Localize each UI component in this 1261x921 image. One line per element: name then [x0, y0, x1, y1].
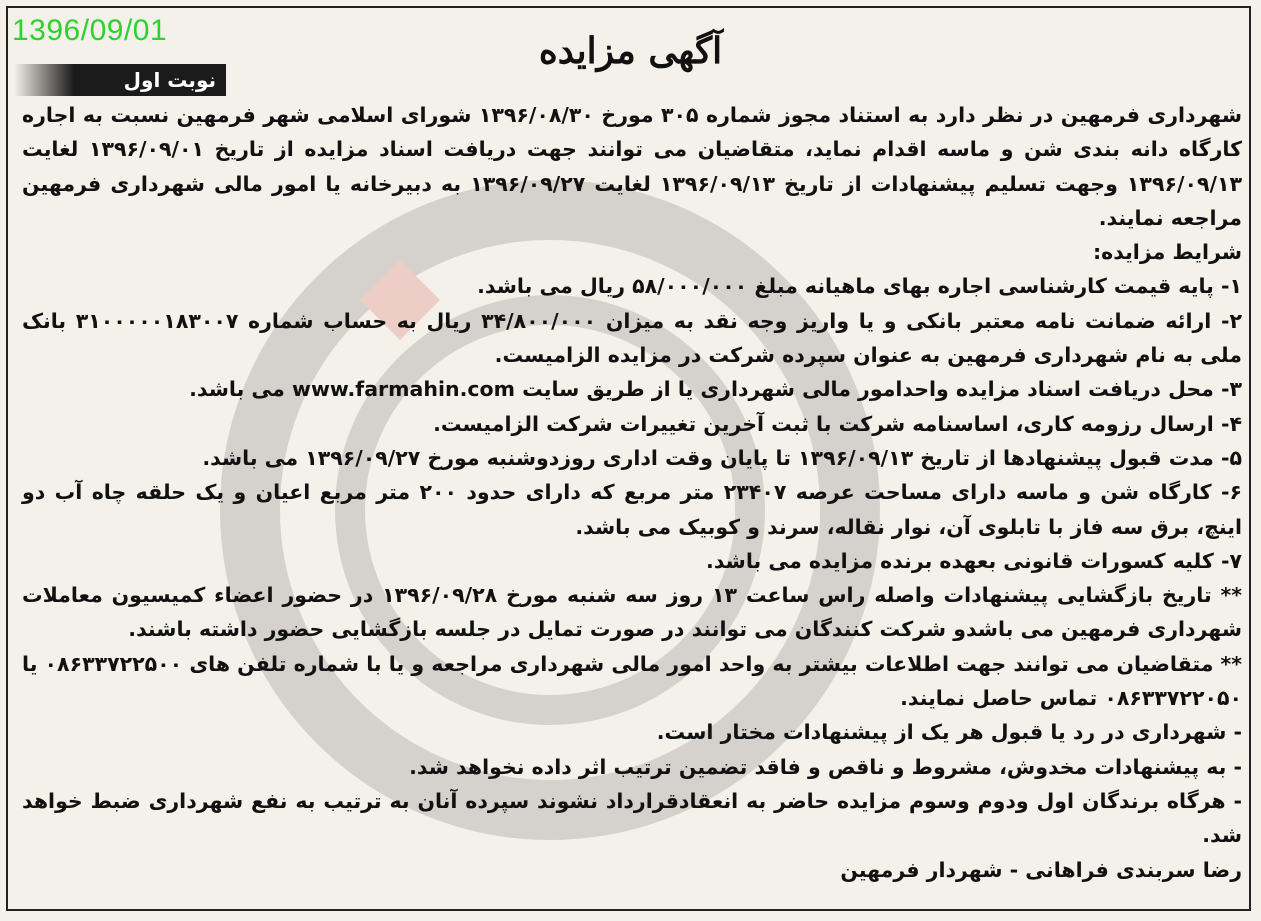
conditions-heading: شرایط مزایده: [1092, 240, 1242, 265]
condition-item: ۱- پایه قیمت کارشناسی اجاره بهای ماهیانه مبلغ ۵۸/۰۰۰/۰۰۰ ریال می باشد. [477, 274, 1242, 299]
condition-item: ۶- کارگاه شن و ماسه دارای مساحت عرصه ۲۳۴۰۷ متر مربع که دارای حدود ۲۰۰ متر مربع اعیان و یک حلقه چاه آب دو اینچ، برق سه فاز با تابلوی آن، نوار نقاله، سرند و کوبیک می باشد. [22, 480, 1242, 539]
rule-item: - شهرداری در رد یا قبول هر یک از پیشنهادات مختار است. [656, 720, 1242, 745]
rule-item: - به پیشنهادات مخدوش، مشروط و ناقص و فاقد تضمین ترتیب اثر داده نخواهد شد. [409, 754, 1242, 779]
contact-note: ** متقاضیان می توانند جهت اطلاعات بیشتر به واحد امور مالی شهرداری مراجعه و یا با شماره تلفن های ۰۸۶۳۳۷۲۲۵۰۰ یا ۰۸۶۳۳۷۲۲۰۵۰ تماس حاصل نمایند. [22, 651, 1242, 711]
turn-label: نوبت اول [123, 68, 216, 92]
opening-note: ** تاریخ بازگشایی پیشنهادات واصله راس ساعت ۱۳ روز سه شنبه مورخ ۱۳۹۶/۰۹/۲۸ در حضور اعضاء کمیسیون معاملات شهرداری فرمهین می باشدو شرکت کنندگان می توانند در صورت تمایل در جلسه بازگشایی حضور داشته باشند. [22, 583, 1242, 642]
signature-line: رضا سربندی فراهانی - شهردار فرمهین [840, 857, 1242, 882]
condition-item: ۴- ارسال رزومه کاری، اساسنامه شرکت با ثبت آخرین تغییرات شرکت الزامیست. [433, 411, 1242, 436]
turn-badge [14, 64, 226, 96]
date-stamp: 1396/09/01 [12, 14, 168, 47]
notice-body [22, 98, 1242, 887]
condition-item: ۵- مدت قبول پیشنهادها از تاریخ ۱۳۹۶/۰۹/۱۳ تا پایان وقت اداری روزدوشنبه مورخ ۱۳۹۶/۰۹/۲۷ می باشد. [202, 445, 1242, 470]
condition-item: ۲- ارائه ضمانت نامه معتبر بانکی و یا واریز وجه نقد به میزان ۳۴/۸۰۰/۰۰۰ ریال به حساب شماره ۳۱۰۰۰۰۰۱۸۳۰۰۷ بانک ملی به نام شهرداری فرمهین به عنوان سپرده شرکت در مزایده الزامیست. [22, 308, 1242, 368]
condition-item: ۳- محل دریافت اسناد مزایده واحدامور مالی شهرداری یا از طریق سایت www.farmahin.com می باشد. [189, 377, 1242, 402]
condition-item: ۷- کلیه کسورات قانونی بعهده برنده مزایده می باشد. [706, 548, 1242, 573]
notice-title: آگهی مزایده [538, 30, 723, 72]
badge-fade [14, 64, 74, 96]
rule-item: - هرگاه برندگان اول ودوم وسوم مزایده حاضر به انعقادقرارداد نشوند سپرده آنان به ترتیب به نفع شهرداری ضبط خواهد شد. [22, 788, 1242, 848]
intro-paragraph: شهرداری فرمهین در نظر دارد به استناد مجوز شماره ۳۰۵ مورخ ۱۳۹۶/۰۸/۳۰ شورای اسلامی شهر فرمهین نسبت به اجاره کارگاه دانه بندی شن و ماسه اقدام نماید، متقاضیان می توانند جهت دریافت اسناد مزایده از تاریخ ۱۳۹۶/۰۹/۰۱ لغایت ۱۳۹۶/۰۹/۱۳ وجهت تسلیم پیشنهادات از تاریخ ۱۳۹۶/۰۹/۱۳ لغایت ۱۳۹۶/۰۹/۲۷ به دبیرخانه یا امور مالی شهرداری فرمهین مراجعه نمایند. [22, 103, 1242, 230]
